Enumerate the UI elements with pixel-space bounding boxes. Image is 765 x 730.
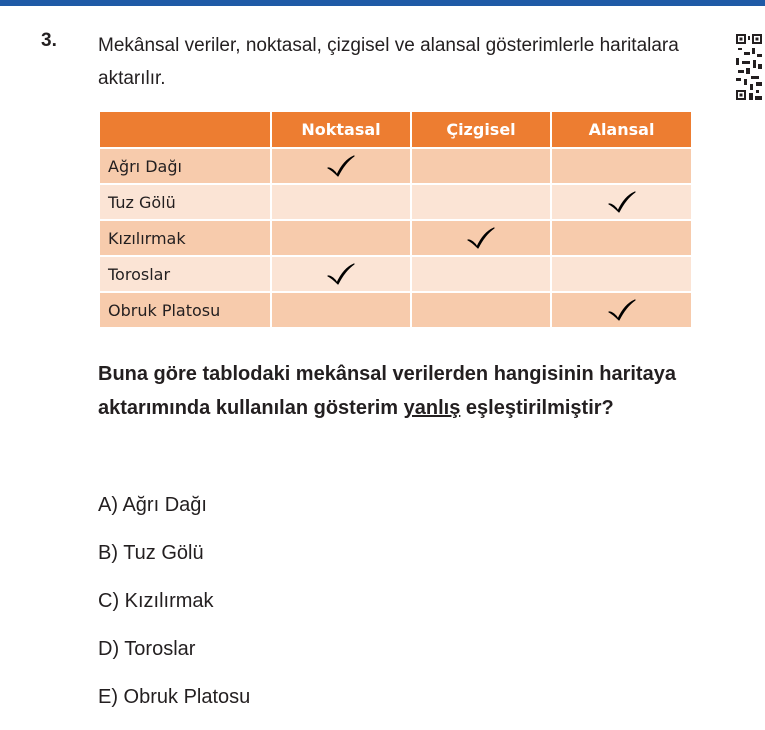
data-table — [98, 110, 693, 329]
question-number: 3. — [41, 30, 57, 51]
table-cell-alansal — [551, 148, 692, 184]
option-b[interactable]: B) Tuz Gölü — [98, 542, 204, 564]
check-mark-icon — [607, 190, 637, 214]
top-color-bar — [0, 0, 765, 6]
check-mark-icon — [607, 298, 637, 322]
table-cell-noktasal — [271, 184, 411, 220]
table-cell-noktasal — [271, 292, 411, 328]
table-row — [99, 292, 692, 328]
table-cell-alansal — [551, 220, 692, 256]
table-header-noktasal: Noktasal — [271, 111, 411, 148]
check-mark-icon — [326, 154, 356, 178]
table-cell-noktasal — [271, 220, 411, 256]
check-mark-icon — [326, 262, 356, 286]
table-cell-cizgisel — [411, 184, 551, 220]
question-stem: Mekânsal veriler, noktasal, çizgisel ve alansal gösterimlerle haritalara aktarılır. — [98, 35, 679, 89]
table-cell-cizgisel — [411, 292, 551, 328]
table-cell-noktasal — [271, 148, 411, 184]
table-cell-noktasal — [271, 256, 411, 292]
check-mark-icon — [466, 226, 496, 250]
option-a[interactable]: A) Ağrı Dağı — [98, 494, 207, 516]
table-header-cizgisel: Çizgisel — [411, 111, 551, 148]
table-cell-name: Obruk Platosu — [99, 292, 271, 328]
question-prompt — [98, 357, 718, 425]
table-cell-alansal — [551, 292, 692, 328]
prompt-underlined: yanlış — [403, 397, 461, 419]
table-header-alansal: Alansal — [551, 111, 692, 148]
table-cell-name: Ağrı Dağı — [99, 148, 271, 184]
option-d[interactable]: D) Toroslar — [98, 638, 196, 660]
table-header-empty — [99, 111, 271, 148]
table-row — [99, 148, 692, 184]
table-cell-cizgisel — [411, 148, 551, 184]
table-cell-name: Tuz Gölü — [99, 184, 271, 220]
option-c[interactable]: C) Kızılırmak — [98, 590, 214, 612]
table-cell-cizgisel — [411, 220, 551, 256]
prompt-text-1: Buna göre tablodaki mekânsal verilerden hangisinin haritaya aktarımında kullanılan gösterim — [98, 363, 676, 419]
table-row — [99, 184, 692, 220]
table-row — [99, 256, 692, 292]
table-cell-alansal — [551, 256, 692, 292]
table-row — [99, 220, 692, 256]
prompt-text-2: eşleştirilmiştir? — [460, 397, 614, 419]
table-cell-name: Toroslar — [99, 256, 271, 292]
table-cell-alansal — [551, 184, 692, 220]
qr-code-icon[interactable] — [736, 34, 762, 102]
option-e[interactable]: E) Obruk Platosu — [98, 686, 251, 708]
table-header-row — [99, 111, 692, 148]
table-body — [99, 148, 692, 328]
table-cell-name: Kızılırmak — [99, 220, 271, 256]
table-cell-cizgisel — [411, 256, 551, 292]
